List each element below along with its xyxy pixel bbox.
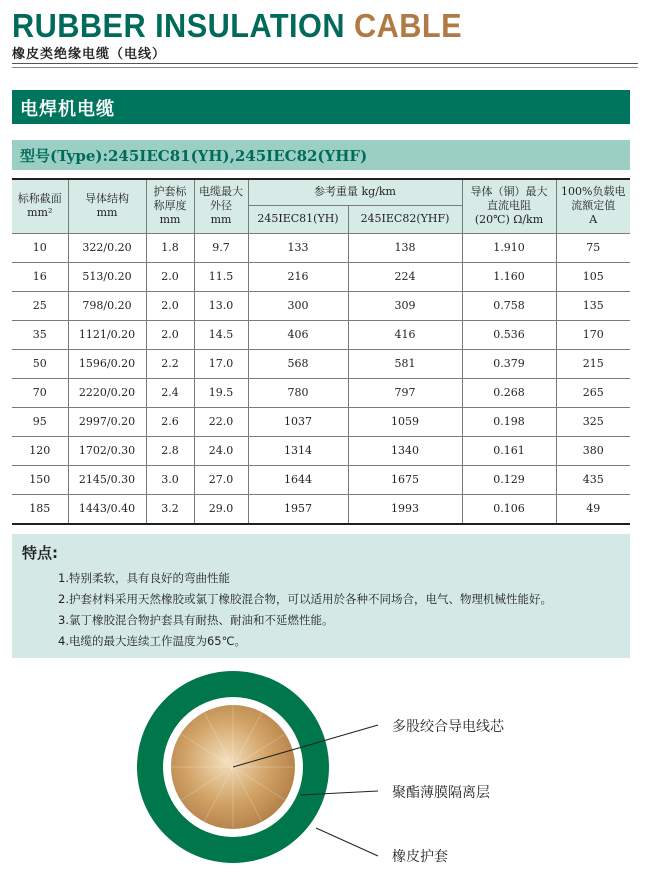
cell-nominal-section: 95 xyxy=(12,407,68,436)
cell-nominal-section: 185 xyxy=(12,494,68,524)
cell-weight-yhf: 309 xyxy=(348,291,462,320)
cell-weight-yhf: 1059 xyxy=(348,407,462,436)
header-divider-thin xyxy=(12,67,638,68)
cell-sheath-thickness: 2.0 xyxy=(146,320,194,349)
table-row xyxy=(12,233,630,262)
cell-dc-resistance: 1.160 xyxy=(462,262,556,291)
cell-weight-yh: 1957 xyxy=(248,494,348,524)
features-list xyxy=(58,568,552,652)
cell-max-diameter: 9.7 xyxy=(194,233,248,262)
cell-weight-yh: 1314 xyxy=(248,436,348,465)
cell-nominal-section: 150 xyxy=(12,465,68,494)
header-sheath-thickness-unit: mm xyxy=(159,213,181,227)
title-rubber-insulation: RUBBER INSULATION xyxy=(12,7,345,44)
header-sheath-thickness xyxy=(146,179,194,233)
cell-nominal-section: 70 xyxy=(12,378,68,407)
cell-weight-yh: 216 xyxy=(248,262,348,291)
cell-max-diameter: 24.0 xyxy=(194,436,248,465)
leader-line-sheath xyxy=(316,828,378,856)
features-title: 特点: xyxy=(22,544,58,562)
cell-weight-yhf: 1675 xyxy=(348,465,462,494)
cell-current-rating: 380 xyxy=(556,436,630,465)
cell-weight-yhf: 797 xyxy=(348,378,462,407)
header-nominal-section xyxy=(12,179,68,233)
table-row xyxy=(12,465,630,494)
header-max-dc-resistance xyxy=(462,179,556,233)
header-divider xyxy=(12,63,638,64)
cell-weight-yhf: 1993 xyxy=(348,494,462,524)
cell-max-diameter: 19.5 xyxy=(194,378,248,407)
cell-nominal-section: 50 xyxy=(12,349,68,378)
header-max-dc-resistance-label: 导体（铜）最大直流电阻 xyxy=(470,185,548,213)
label-polyester-separator: 聚酯薄膜隔离层 xyxy=(392,785,490,801)
cell-current-rating: 170 xyxy=(556,320,630,349)
header-yh: 245IEC81(YH) xyxy=(248,205,348,233)
title-cable: CABLE xyxy=(353,7,463,44)
header-max-dc-resistance-unit: (20℃) Ω/km xyxy=(474,213,544,227)
cell-current-rating: 49 xyxy=(556,494,630,524)
header-sheath-thickness-label: 护套标称厚度 xyxy=(153,185,187,213)
cell-dc-resistance: 0.198 xyxy=(462,407,556,436)
cell-sheath-thickness: 2.2 xyxy=(146,349,194,378)
cell-weight-yh: 1037 xyxy=(248,407,348,436)
cell-current-rating: 265 xyxy=(556,378,630,407)
feature-item: 4.电缆的最大连续工作温度为65℃。 xyxy=(58,634,247,648)
cell-dc-resistance: 0.758 xyxy=(462,291,556,320)
cell-conductor-structure: 2145/0.30 xyxy=(68,465,146,494)
cell-current-rating: 105 xyxy=(556,262,630,291)
section-title: 电焊机电缆 xyxy=(20,99,115,120)
cell-current-rating: 435 xyxy=(556,465,630,494)
cell-weight-yhf: 581 xyxy=(348,349,462,378)
section-header xyxy=(12,90,630,124)
cell-dc-resistance: 0.106 xyxy=(462,494,556,524)
cell-max-diameter: 11.5 xyxy=(194,262,248,291)
cell-weight-yhf: 224 xyxy=(348,262,462,291)
header-current-rating-label: 100%负载电流额定值 xyxy=(561,185,626,213)
cell-max-diameter: 13.0 xyxy=(194,291,248,320)
cell-conductor-structure: 2220/0.20 xyxy=(68,378,146,407)
cell-max-diameter: 29.0 xyxy=(194,494,248,524)
table-row xyxy=(12,407,630,436)
cell-conductor-structure: 513/0.20 xyxy=(68,262,146,291)
cell-max-diameter: 17.0 xyxy=(194,349,248,378)
cell-weight-yhf: 1340 xyxy=(348,436,462,465)
cell-weight-yh: 780 xyxy=(248,378,348,407)
cell-dc-resistance: 0.536 xyxy=(462,320,556,349)
cell-max-diameter: 22.0 xyxy=(194,407,248,436)
cell-weight-yhf: 138 xyxy=(348,233,462,262)
page-title xyxy=(12,6,462,46)
cell-conductor-structure: 322/0.20 xyxy=(68,233,146,262)
table-row xyxy=(12,349,630,378)
cell-weight-yh: 133 xyxy=(248,233,348,262)
cell-sheath-thickness: 2.0 xyxy=(146,291,194,320)
header-conductor-structure xyxy=(68,179,146,233)
table-row xyxy=(12,494,630,524)
cell-sheath-thickness: 3.2 xyxy=(146,494,194,524)
header-current-rating-unit: A xyxy=(589,213,598,227)
cell-conductor-structure: 1121/0.20 xyxy=(68,320,146,349)
cell-current-rating: 135 xyxy=(556,291,630,320)
cell-conductor-structure: 1443/0.40 xyxy=(68,494,146,524)
header-reference-weight: 参考重量 kg/km xyxy=(248,179,462,205)
cell-nominal-section: 10 xyxy=(12,233,68,262)
header-current-rating xyxy=(556,179,630,233)
cell-nominal-section: 120 xyxy=(12,436,68,465)
spec-table-body xyxy=(12,233,630,524)
cable-cross-section-diagram xyxy=(0,660,650,879)
cell-current-rating: 75 xyxy=(556,233,630,262)
cell-conductor-structure: 2997/0.20 xyxy=(68,407,146,436)
header-nominal-section-label: 标称截面 xyxy=(17,192,62,206)
cell-dc-resistance: 0.129 xyxy=(462,465,556,494)
header-max-diameter-unit: mm xyxy=(210,213,232,227)
cell-conductor-structure: 798/0.20 xyxy=(68,291,146,320)
table-row xyxy=(12,291,630,320)
cell-sheath-thickness: 2.0 xyxy=(146,262,194,291)
features-box xyxy=(12,534,630,658)
table-row xyxy=(12,262,630,291)
cell-current-rating: 325 xyxy=(556,407,630,436)
table-row xyxy=(12,320,630,349)
header-conductor-structure-label: 导体结构 xyxy=(85,192,129,206)
table-row xyxy=(12,378,630,407)
cell-sheath-thickness: 2.8 xyxy=(146,436,194,465)
header-max-diameter xyxy=(194,179,248,233)
header-yhf: 245IEC82(YHF) xyxy=(348,205,462,233)
label-rubber-sheath: 橡皮护套 xyxy=(392,849,448,865)
table-row xyxy=(12,436,630,465)
cell-max-diameter: 14.5 xyxy=(194,320,248,349)
cell-weight-yh: 568 xyxy=(248,349,348,378)
cell-sheath-thickness: 1.8 xyxy=(146,233,194,262)
cell-current-rating: 215 xyxy=(556,349,630,378)
feature-item: 1.特别柔软，具有良好的弯曲性能 xyxy=(58,571,230,585)
header-max-diameter-label: 电缆最大外径 xyxy=(199,185,243,213)
cell-nominal-section: 35 xyxy=(12,320,68,349)
cell-dc-resistance: 0.161 xyxy=(462,436,556,465)
cell-nominal-section: 25 xyxy=(12,291,68,320)
page-subtitle: 橡皮类绝缘电缆（电线） xyxy=(12,47,167,62)
cell-dc-resistance: 0.268 xyxy=(462,378,556,407)
type-label: 型号(Type):245IEC81(YH),245IEC82(YHF) xyxy=(20,147,368,165)
cell-weight-yh: 406 xyxy=(248,320,348,349)
type-bar xyxy=(12,140,630,170)
cell-dc-resistance: 0.379 xyxy=(462,349,556,378)
feature-item: 2.护套材料采用天然橡胶或氯丁橡胶混合物，可以适用於各种不同场合，电气、物理机械性能好。 xyxy=(58,592,552,606)
cell-weight-yhf: 416 xyxy=(348,320,462,349)
cell-sheath-thickness: 3.0 xyxy=(146,465,194,494)
feature-item: 3.氯丁橡胶混合物护套具有耐热、耐油和不延燃性能。 xyxy=(58,613,334,627)
cell-dc-resistance: 1.910 xyxy=(462,233,556,262)
cell-sheath-thickness: 2.6 xyxy=(146,407,194,436)
header-nominal-section-unit: mm² xyxy=(27,206,53,220)
header-conductor-structure-unit: mm xyxy=(96,206,118,220)
cell-conductor-structure: 1702/0.30 xyxy=(68,436,146,465)
cell-nominal-section: 16 xyxy=(12,262,68,291)
cell-conductor-structure: 1596/0.20 xyxy=(68,349,146,378)
cell-sheath-thickness: 2.4 xyxy=(146,378,194,407)
label-stranded-conductor: 多股绞合导电线芯 xyxy=(392,719,504,735)
spec-table xyxy=(12,178,630,525)
cell-weight-yh: 300 xyxy=(248,291,348,320)
cell-max-diameter: 27.0 xyxy=(194,465,248,494)
cell-weight-yh: 1644 xyxy=(248,465,348,494)
